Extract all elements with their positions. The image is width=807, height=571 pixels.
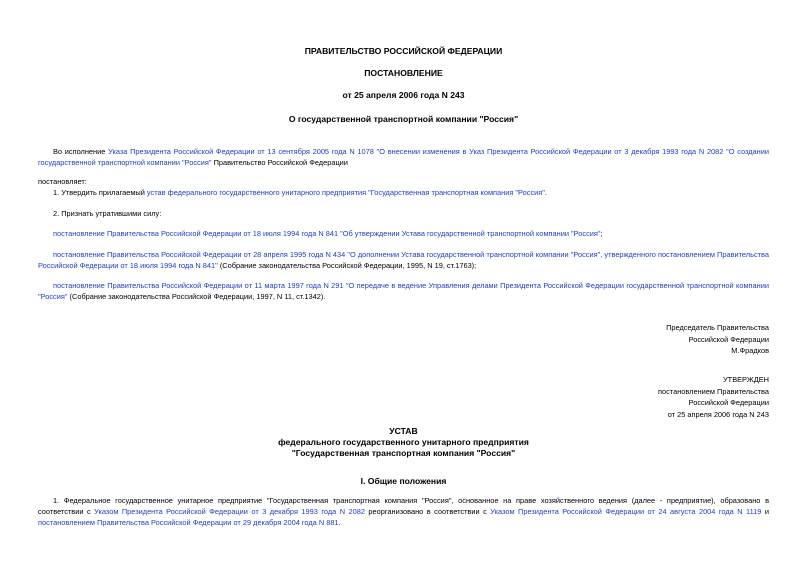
item-1-tail: . — [544, 188, 547, 197]
clause-1-part-d: . — [338, 518, 341, 527]
repeal-3 — [38, 280, 769, 302]
charter-clause-1 — [38, 495, 769, 528]
preamble-paragraph — [38, 146, 769, 168]
repeal-2 — [38, 249, 769, 271]
repeal-2-tail: (Собрание законодательства Российской Федерации, 1995, N 19, ст.1763); — [217, 261, 477, 270]
repeal-2-link[interactable]: постановление Правительства Российской Федерации от 28 апреля 1995 года N 434 "О дополнении Устава государственной транспортной компании "Россия", утвержденного постановлением Правительства Российской Федерации от 18 июля 1994 года N 841" — [38, 250, 769, 270]
item-1-lead: 1. Утвердить прилагаемый — [53, 188, 147, 197]
repeal-3-link[interactable]: постановление Правительства Российской Федерации от 11 марта 1997 года N 291 "О передаче в ведение Управления делами Президента Российской Федерации государственной транспортной компании "Россия" — [38, 281, 769, 301]
government-heading: ПРАВИТЕЛЬСТВО РОССИЙСКОЙ ФЕДЕРАЦИИ — [304, 46, 503, 56]
repeal-1-link[interactable]: постановление Правительства Российской Федерации от 18 июля 1994 года N 841 "Об утверждении Устава государственной транспортной компании "Россия" — [53, 229, 601, 238]
item-1 — [38, 187, 769, 198]
clause-1-decree-link-2[interactable]: Указом Президента Российской Федерации от 24 августа 2004 года N 1119 — [490, 507, 762, 516]
clause-1-resolution-link[interactable]: постановлением Правительства Российской Федерации от 29 декабря 2004 года N 881 — [38, 518, 339, 527]
signature-country: Российской Федерации — [688, 334, 769, 344]
decides-text: постановляет: — [38, 177, 87, 186]
approval-word: УТВЕРЖДЕН — [722, 375, 769, 384]
signature-name: М.Фрадков — [731, 346, 769, 355]
document-title: О государственной транспортной компании "Россия" — [288, 114, 519, 124]
section-heading: I. Общие положения — [360, 476, 447, 486]
signature-position: Председатель Правительства — [666, 323, 769, 332]
approval-date: от 25 апреля 2006 года N 243 — [667, 409, 769, 419]
clause-1-part-a: 1. Федеральное государственное унитарное предприятие "Государственная транспортная компания "Россия", основанное на праве хозяйственного ведения (далее - предприятие), образовано в соответствии с — [38, 496, 769, 516]
clause-1-part-b: реорганизовано в соответствии с — [364, 507, 491, 516]
approval-block — [658, 374, 769, 420]
repeal-1 — [38, 228, 769, 239]
preamble-lead: Во исполнение — [53, 147, 109, 156]
signature-block — [666, 322, 769, 357]
charter-title: УСТАВ — [389, 426, 418, 436]
charter-subtitle: федерального государственного унитарного предприятия — [278, 437, 529, 447]
clause-1-decree-link-1[interactable]: Указом Президента Российской Федерации от 3 декабря 1993 года N 2082 — [94, 507, 365, 516]
document-date-number: от 25 апреля 2006 года N 243 — [342, 90, 465, 100]
charter-link[interactable]: устав федерального государственного унитарного предприятия "Государственная транспортная компания "Россия" — [146, 188, 545, 197]
approval-country: Российской Федерации — [688, 398, 769, 407]
preamble-tail: Правительство Российской Федерации — [211, 158, 348, 167]
document-type: ПОСТАНОВЛЕНИЕ — [364, 68, 443, 78]
charter-company-name: "Государственная транспортная компания "Россия" — [291, 448, 516, 458]
clause-1-part-c: и — [761, 507, 769, 516]
preamble-decree-link[interactable]: Указа Президента Российской Федерации от 13 сентября 2005 года N 1078 "О внесении изменения в Указ Президента Российской Федерации от 3 декабря 1993 года N 2082 "О создании государственной транспортной компании "Россия" — [38, 147, 769, 167]
approval-by: постановлением Правительства — [658, 386, 769, 396]
repeal-1-tail: ; — [600, 229, 603, 238]
repeal-3-tail: (Собрание законодательства Российской Федерации, 1997, N 11, ст.1342). — [67, 292, 326, 301]
item-2: 2. Признать утратившими силу: — [53, 209, 162, 218]
